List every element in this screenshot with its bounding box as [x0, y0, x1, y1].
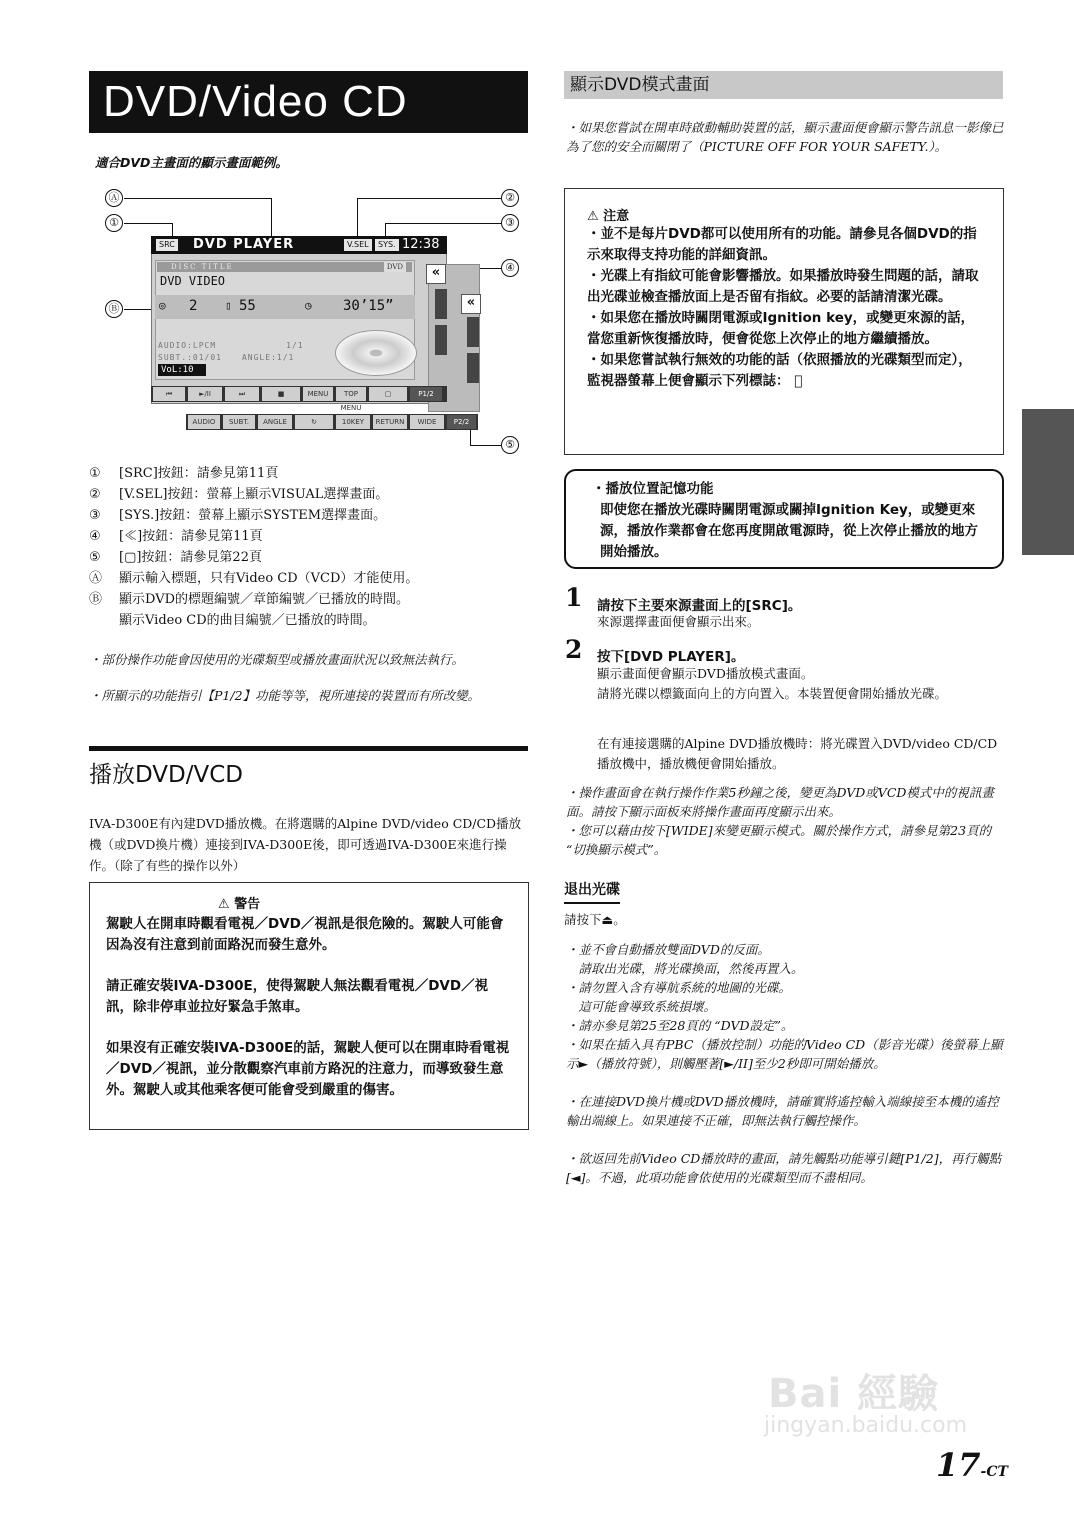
- warning-paragraph: 如果沒有正確安裝IVA-D300E的話，駕駛人便可以在開車時看電視／DVD／視訊，並分散觀察汽車前方路況的注意力，而導致發生意外。駕駛人或其他乘客便可能會受到嚴重的傷害。: [106, 1040, 510, 1098]
- left-note-2: ・所顯示的功能指引【P1/2】功能等等，視所連接的裝置而有所改變。: [89, 688, 481, 703]
- legend-item: ① [SRC]按鈕：請參見第11頁: [89, 466, 279, 481]
- control-bar-page1: [151, 386, 447, 412]
- eject-note: 這可能會導致系統損壞。: [566, 999, 717, 1014]
- callout-4: ④: [501, 259, 519, 277]
- caution-heading: ⚠ 注意: [587, 209, 630, 224]
- section-body: IVA-D300E有內建DVD播放機。在將選購的Alpine DVD/video CD/CD播放機（或DVD換片機）連接到IVA-D300E後，即可透過IVA-D300E來進行操作。（除了有些的操作以外）: [89, 816, 522, 873]
- step-body: 請將光碟以標籤面向上的方向置入。本裝置便會開始播放光碟。: [597, 686, 948, 701]
- right-note: ・您可以藉由按下[WIDE]來變更顯示模式。關於操作方式，請參見第23頁的 “切換顯示模式”。: [566, 823, 992, 857]
- title-icon: ◎: [159, 299, 166, 312]
- callout-b: Ⓑ: [105, 300, 123, 318]
- warning-heading: ⚠ 警告: [217, 897, 261, 912]
- dvd-tag: DVD: [384, 262, 406, 272]
- legend-item: Ⓐ 顯示輸入標題，只有Video CD（VCD）才能使用。: [89, 571, 419, 586]
- collapse-chevron-button[interactable]: «: [426, 264, 446, 284]
- caution-item: ・光碟上有指紋可能會影響播放。如果播放時發生問題的話，請取出光碟並檢查播放面上是否留有指紋。必要的話請清潔光碟。: [587, 268, 979, 305]
- step-body: 顯示畫面便會顯示DVD播放模式畫面。: [597, 666, 814, 681]
- caution-item: ・並不是每片DVD都可以使用所有的功能。請參見各個DVD的指示來取得支持功能的詳細資訊。: [587, 226, 977, 263]
- section-title: 播放DVD/VCD: [89, 762, 244, 788]
- eject-note: ・請亦參見第25至28頁的 “DVD設定”。: [566, 1018, 794, 1033]
- audio-info: [158, 340, 304, 364]
- clock: 12:38: [402, 237, 440, 252]
- eject-note: ・請勿置入含有導航系統的地圖的光碟。: [566, 980, 792, 995]
- play-pause-button[interactable]: ►/II: [188, 387, 222, 401]
- chapter-icon: ▯: [225, 299, 232, 312]
- vsel-button[interactable]: V.SEL: [344, 239, 372, 251]
- player-label: DVD PLAYER: [193, 237, 295, 252]
- figure-caption: 適合DVD主畫面的顯示畫面範例。: [95, 155, 288, 170]
- callout-5: ⑤: [501, 436, 519, 454]
- legend-item: ⑤ [▢]按鈕：請參見第22頁: [89, 550, 262, 565]
- leader-line: [357, 198, 358, 238]
- ten-key-button[interactable]: 10KEY: [336, 415, 370, 429]
- angle-button[interactable]: ANGLE: [258, 415, 292, 429]
- eject-heading: 退出光碟: [564, 879, 620, 904]
- eject-body: 請按下⏏。: [564, 912, 626, 927]
- left-note-1: ・部份操作功能會因使用的光碟類型或播放畫面狀況以致無法執行。: [89, 652, 465, 667]
- leader-line: [357, 198, 501, 199]
- warning-paragraph: 駕駛人在開車時觀看電視／DVD／視訊是很危險的。駕駛人可能會因為沒有注意到前面路況而發生意外。: [106, 916, 504, 953]
- step-title: 按下[DVD PLAYER]。: [597, 649, 745, 665]
- disc-title-strip: [157, 262, 412, 272]
- volume-badge: VoL:10: [158, 364, 206, 376]
- step-number: 2: [565, 635, 583, 664]
- eject-note: ・如果在插入具有PBC（播放控制）功能的Video CD（影音光碟）後螢幕上顯示►（播放符號），則觸壓著[►/II]至少2秒即可開始播放。: [566, 1037, 1003, 1071]
- time-row: [155, 295, 415, 319]
- eject-note: ・並不會自動播放雙面DVD的反面。: [566, 942, 770, 957]
- caution-item: ・如果您在播放時關閉電源或Ignition key，或變更來源的話，當您重新恢復播放時，便會從您上次停止的地方繼續播放。: [587, 310, 975, 347]
- disc-image: [335, 330, 417, 376]
- subtitle-button[interactable]: SUBT.: [223, 415, 255, 429]
- step-body: 來源選擇畫面便會顯示出來。: [597, 614, 760, 629]
- title-number: 2: [189, 298, 198, 314]
- audio-button[interactable]: AUDIO: [188, 415, 220, 429]
- page-title: DVD/Video CD: [89, 71, 528, 133]
- angle-info: ANGLE:1/1: [241, 353, 295, 362]
- legend-item: Ⓑ 顯示DVD的標題編號／章節編號／已播放的時間。: [89, 592, 410, 607]
- leader-line: [385, 223, 501, 224]
- legend-item: ④ [≪]按鈕：請參見第11頁: [89, 529, 263, 544]
- callout-3: ③: [501, 214, 519, 232]
- right-section-heading: 顯示DVD模式畫面: [564, 71, 1003, 99]
- right-intro-note: ・如果您嘗試在開車時啟動輔助裝置的話，顯示畫面便會顯示警告訊息一影像已為了您的安全而關閉了（PICTURE OFF FOR YOUR SAFETY.）。: [566, 120, 1004, 154]
- chapter-number: 55: [239, 298, 256, 314]
- callout-1: ①: [105, 214, 123, 232]
- top-menu-button[interactable]: TOP MENU: [336, 387, 366, 401]
- collapse-chevron-button-2[interactable]: «: [461, 294, 481, 314]
- caution-box: [564, 188, 1004, 455]
- caution-item: ・如果您嘗試執行無效的功能的話（依照播放的光碟類型而定），監視器螢幕上便會顯示下列標誌： ⃠: [587, 352, 972, 389]
- warning-paragraph: 請正確安裝IVA-D300E，使得駕駛人無法觀看電視／DVD／視訊，除非停車並拉好緊急手煞車。: [106, 978, 489, 1015]
- audio-ratio: 1/1: [286, 341, 304, 350]
- step-body: 在有連接選購的Alpine DVD播放機時：將光碟置入DVD/video CD/CD播放機中，播放機便會開始播放。: [597, 736, 998, 771]
- leader-line: [124, 198, 272, 199]
- page-number: 17-CT: [936, 1446, 1008, 1484]
- callout-a: Ⓐ: [105, 189, 123, 207]
- elapsed-time: 30’15”: [343, 298, 394, 314]
- eject-note: ・欲返回先前Video CD播放時的畫面，請先觸點功能導引鍵[P1/2]，再行觸點[◄]。不過，此項功能會依使用的光碟類型而不盡相同。: [566, 1151, 1002, 1185]
- src-button[interactable]: SRC: [156, 239, 178, 251]
- leader-line: [470, 430, 471, 445]
- legend-item: 顯示Video CD的曲目編號／已播放的時間。: [119, 613, 376, 628]
- eject-note: ・在連接DVD換片機或DVD播放機時，請確實將遙控輸入端線接至本機的遙控輸出端線上。如果連接不正確，即無法執行觸控操作。: [566, 1094, 999, 1128]
- warning-box: [89, 882, 529, 1130]
- leader-line: [124, 223, 173, 224]
- repeat-button[interactable]: ↻: [295, 415, 333, 429]
- screen-top-bar: [151, 236, 447, 254]
- stop-button[interactable]: ■: [262, 387, 300, 401]
- wide-button[interactable]: WIDE: [410, 415, 444, 429]
- eject-note: 請取出光碟，將光碟換面，然後再置入。: [566, 961, 804, 976]
- return-button[interactable]: RETURN: [373, 415, 407, 429]
- control-bar-page2: [186, 414, 478, 430]
- disc-title-label: DISC TITLE: [171, 263, 234, 271]
- subtitle-info: SUBT.:01/01: [158, 353, 222, 362]
- callout-2: ②: [501, 189, 519, 207]
- section-rule: [89, 746, 528, 751]
- legend-item: ② [V.SEL]按鈕：螢幕上顯示VISUAL選擇畫面。: [89, 487, 389, 502]
- watermark-logo: Bai 經驗: [768, 1371, 940, 1417]
- memory-title: ・播放位置記憶功能: [592, 481, 714, 497]
- legend-item: ③ [SYS.]按鈕：螢幕上顯示SYSTEM選擇畫面。: [89, 508, 387, 523]
- title-display: DVD VIDEO: [160, 274, 226, 288]
- leader-line: [470, 445, 501, 446]
- page-2-2-button[interactable]: P2/2: [447, 415, 476, 429]
- prev-button[interactable]: ⏮: [153, 387, 185, 401]
- memory-box: [564, 469, 1004, 569]
- sys-button[interactable]: SYS.: [375, 239, 399, 251]
- next-button[interactable]: ⏭: [225, 387, 259, 401]
- memory-body: 即使您在播放光碟時關閉電源或關掉Ignition Key，或變更來源，播放作業都會在您再度開啟電源時，從上次停止播放的地方開始播放。: [600, 502, 978, 560]
- chapter-tab: [1022, 409, 1074, 555]
- right-note: ・操作畫面會在執行操作作業5秒鐘之後，變更為DVD或VCD模式中的視訊畫面。請按下顯示面板來將操作畫面再度顯示出來。: [566, 785, 994, 819]
- watermark-url: jingyan.baidu.com: [764, 1413, 968, 1438]
- audio-mode: AUDIO:LPCM: [158, 341, 217, 350]
- step-number: 1: [565, 583, 583, 612]
- page-1-2-button[interactable]: P1/2: [410, 387, 442, 401]
- display-button[interactable]: ▢: [369, 387, 407, 401]
- step-title: 請按下主要來源畫面上的[SRC]。: [597, 598, 802, 614]
- menu-button[interactable]: MENU: [303, 387, 333, 401]
- clock-icon: ◷: [305, 299, 312, 312]
